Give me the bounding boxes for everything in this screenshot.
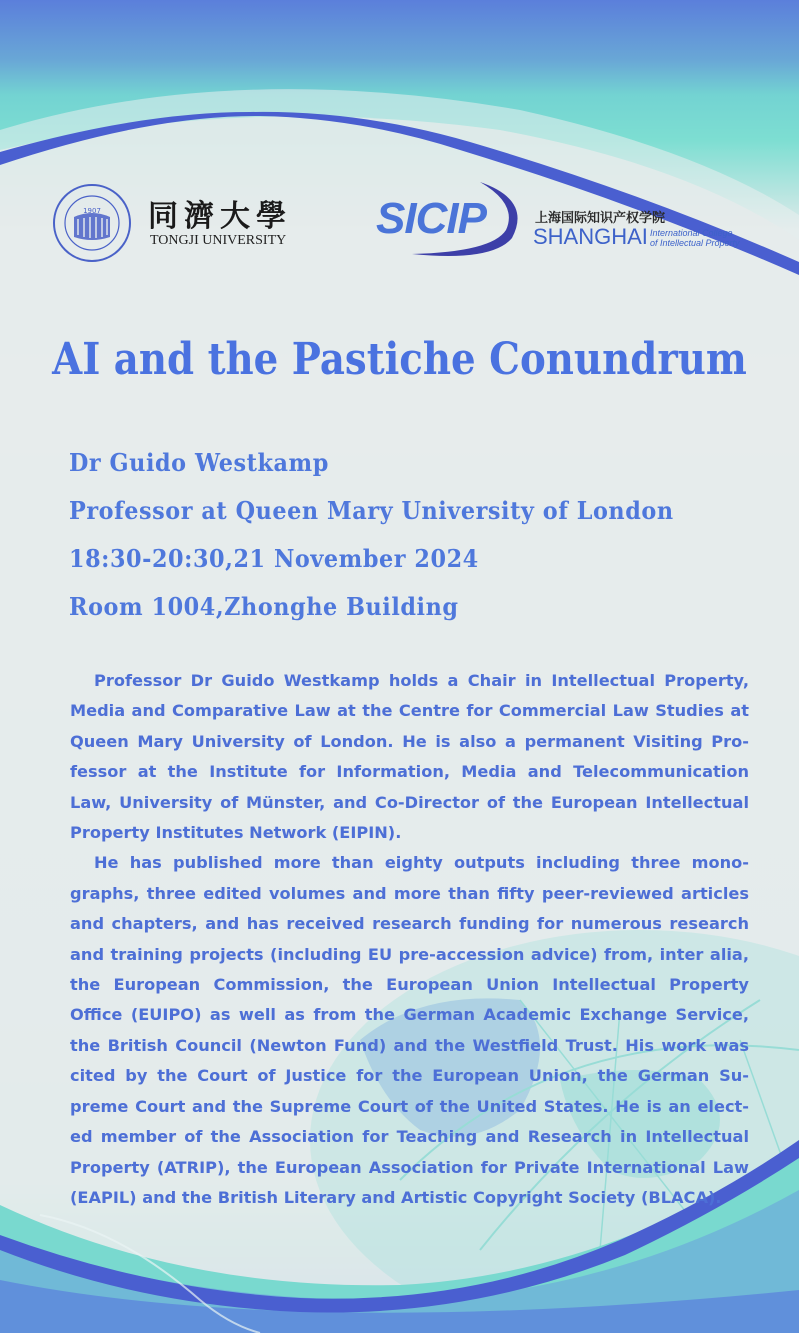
lecture-title: AI and the Pastiche Conundrum xyxy=(52,334,747,385)
sicip-city: SHANGHAI xyxy=(533,224,648,249)
event-info xyxy=(69,446,769,638)
tongji-seal-icon xyxy=(52,183,132,263)
sicip-logo xyxy=(372,180,772,260)
event-datetime: 18:30-20:30,21 November 2024 xyxy=(69,544,479,573)
event-venue: Room 1004,Zhonghe Building xyxy=(69,592,459,621)
sicip-wordmark: SICIP xyxy=(376,194,486,243)
speaker-affiliation: Professor at Queen Mary University of London xyxy=(69,496,674,525)
sicip-name-cn: 上海国际知识产权学院 xyxy=(535,211,666,226)
sicip-subtitle-line1: International College xyxy=(650,228,733,238)
speaker-name: Dr Guido Westkamp xyxy=(69,448,329,477)
seal-year: 1907 xyxy=(83,207,101,215)
tongji-name-cn: 同濟大學 xyxy=(148,199,292,234)
bio-paragraph: He has published more than eighty outputs including three mono-graphs, three edited volumes and more than fifty peer-reviewed articles and chapters, and has received research funding for numerous research and training projects (including EU pre-accession advice) from, inter alia, the European Commission, the European Union Intellectual Property Office (EUIPO) as well as from the German Academic Exchange Service, the British Council (Newton Fund) and the Westfield Trust. His work was cited by the Court of Justice for the European Union, the German Su-preme Court and the Supreme Court of the United States. He is an elect-ed member of the Association for Teaching and Research in Intellectual Property (ATRIP), the European Association for Private International Law (EAPIL) and the British Literary and Artistic Copyright Society (BLACA). xyxy=(70,853,749,1207)
speaker-bio xyxy=(70,666,749,1213)
bio-paragraph: Professor Dr Guido Westkamp holds a Chair in Intellectual Property, Media and Comparative Law at the Centre for Commercial Law Studies at Queen Mary University of London. He is also a permanent Visiting Pro-fessor at the Institute for Information, Media and Telecommunication Law, University of Münster, and Co-Director of the European Intellectual Property Institutes Network (EIPIN). xyxy=(70,671,749,843)
tongji-name-en: TONGJI UNIVERSITY xyxy=(150,233,287,248)
sicip-subtitle-line2: of Intellectual Property xyxy=(650,238,740,248)
tongji-university-logo xyxy=(52,183,292,255)
